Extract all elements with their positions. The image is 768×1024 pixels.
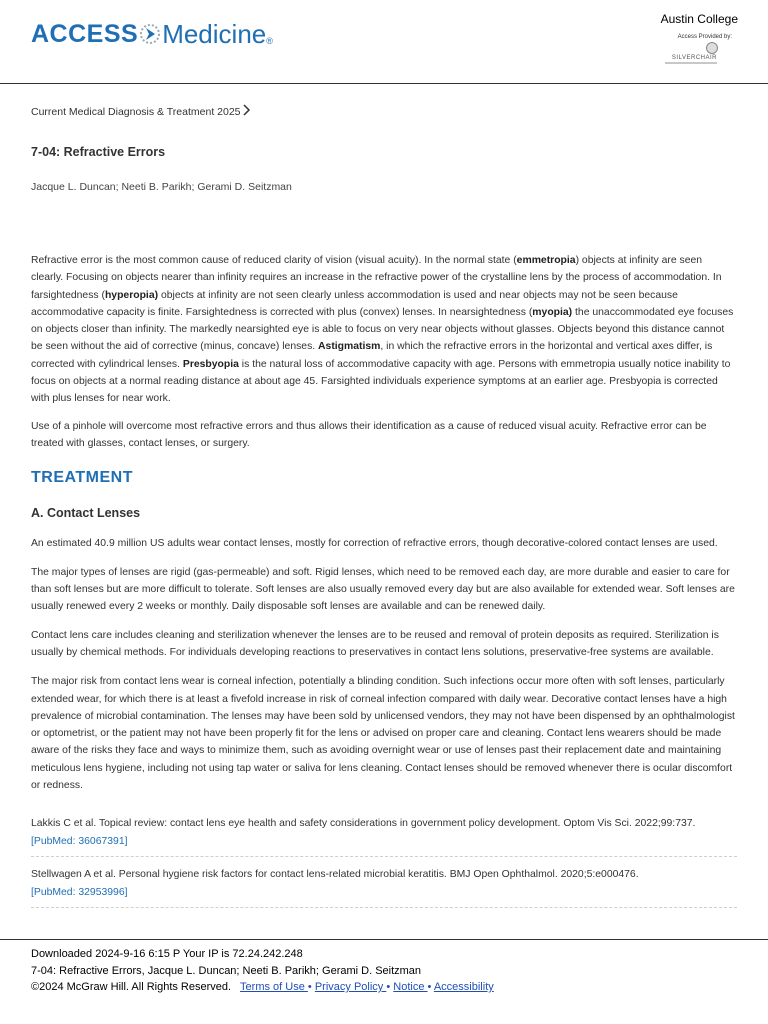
page-footer (0, 939, 768, 993)
term-emmetropia: emmetropia (516, 255, 576, 266)
footer-text (31, 946, 494, 996)
chapter-authors: Jacque L. Duncan; Neeti B. Parikh; Gerami D. Seitzman (31, 181, 292, 193)
intro-text: the unaccommodated eye focuses on objects closer than infinity. The markedly nearsighted eye is able to focus on very near objects without glasses. Objects beyond this distance cannot be seen without the aid of corrective (minus, concave) lenses. (31, 306, 734, 353)
logo-gear-arrow-icon (139, 21, 161, 47)
institution-block (661, 12, 738, 26)
pubmed-link[interactable]: [PubMed: 36067391] (31, 835, 128, 847)
page-header (0, 0, 768, 84)
intro-text: , in which the refractive errors in the horizontal and vertical axes differ, is corrected with cylindrical lenses. (31, 341, 713, 370)
term-astigmatism: Astigmatism (318, 341, 381, 353)
pubmed-link[interactable]: [PubMed: 32953996] (31, 886, 128, 898)
download-info: Downloaded 2024-9-16 6:15 P Your IP is 72.24.242.248 (31, 948, 303, 960)
treatment-paragraph: Contact lens care includes cleaning and sterilization whenever the lenses are to be reused and removal of protein deposits as required. Sterilization is usually by chemical methods. For individuals developing reactions to preservatives in contact lens solutions, preservative-free systems are available. (31, 630, 719, 659)
intro-section (31, 252, 737, 463)
term-myopia: myopia) (532, 306, 573, 318)
chapter-title: 7-04: Refractive Errors (31, 145, 166, 159)
intro-text: objects at infinity are not seen clearly unless accommodation is used and near objects may not be seen because accommodative capacity is finite. Farsightedness is corrected with plus (convex) lenses. In nearsightedness ( (31, 289, 678, 318)
intro-paragraph-1 (31, 252, 737, 408)
bullet-separator: • (307, 981, 312, 993)
privacy-policy-link[interactable]: Privacy Policy (314, 981, 387, 993)
notice-link[interactable]: Notice (393, 981, 428, 993)
contact-lenses-subheading: A. Contact Lenses (31, 506, 141, 520)
intro-text: ) objects at infinity are seen clearly. Focusing on objects nearer than infinity requires an increase in the refractive power of the crystalline lens by the process of accommodation. In farsightedness ( (31, 255, 722, 301)
logo-medicine-text: Medicine (162, 18, 267, 49)
reference-list (31, 815, 737, 917)
logo-registered-mark: ® (266, 36, 273, 46)
term-hyperopia: hyperopia) (104, 289, 159, 301)
citation-line: 7-04: Refractive Errors, Jacque L. Duncan; Neeti B. Parikh; Gerami D. Seitzman (31, 964, 422, 977)
silverchair-logo-icon (706, 42, 718, 54)
intro-text: Refractive error is the most common cause of reduced clarity of vision (visual acuity). In the normal state ( (31, 255, 517, 266)
treatment-body (31, 535, 737, 806)
reference-text: Stellwagen A et al. Personal hygiene risk factors for contact lens-related microbial keratitis. BMJ Open Ophthalmol. 2020;5:e000476. (31, 869, 639, 880)
copyright-text: ©2024 McGraw Hill. All Rights Reserved. (31, 981, 232, 993)
chevron-right-icon (243, 104, 251, 119)
treatment-paragraph: The major types of lenses are rigid (gas-permeable) and soft. Rigid lenses, which need to be removed each day, are more durable and easier to care for than soft lenses but are more difficult to tolerate. Soft lenses are also usually removed every day but are also available for extended wear. Soft lenses are usually renewed every 2 weeks or monthly. Daily disposable soft lenses are available and can be renewed daily. (31, 566, 735, 613)
intro-paragraph-2: Use of a pinhole will overcome most refractive errors and thus allows their identification as a cause of reduced visual acuity. Refractive error can be treated with glasses, contact lenses, or surgery. (31, 421, 707, 450)
term-presbyopia: Presbyopia (182, 358, 239, 370)
intro-text: is the natural loss of accommodative capacity with age. Persons with emmetropia usually notice inability to focus on objects at a normal reading distance at about age 45. Farsighted individuals experience symptoms at an earlier age. Presbyopia is corrected with plus lenses for near work. (31, 358, 731, 405)
logo-access-text: ACCESS (31, 19, 139, 48)
breadcrumb[interactable] (31, 104, 251, 119)
reference-item (31, 815, 737, 857)
breadcrumb-book-link[interactable]: Current Medical Diagnosis & Treatment 2025 (31, 105, 241, 118)
access-provided-label: Access Provided by: (677, 34, 732, 40)
treatment-paragraph: The major risk from contact lens wear is corneal infection, potentially a blinding condition. Such infections occur more often with soft lenses, particularly extended wear, for which there is at least a fivefold increase in risk of corneal infection compared with daily wear. Decorative contact lenses have a high prevalence of microbial contamination. The lenses may have been sold by unlicensed vendors, they may not have been dispensed by an ophthalmologist or optometrist, or the patient may not have been properly fit for the lens or advised on proper care and cleaning. Contact lens wearers should be made aware of the risks they face and ways to minimize them, such as avoiding overnight wear or use of lenses past their replacement date and maintaining meticulous lens hygiene, including not using tap water or saliva for lens cleaning. Contact lenses should be removed whenever there is ocular discomfort or redness. (31, 676, 735, 792)
reference-item (31, 866, 737, 908)
institution-name: Austin College (660, 12, 738, 26)
silverchair-name: SILVERCHAIR (671, 55, 717, 61)
treatment-heading: TREATMENT (31, 469, 133, 486)
accessmedicine-logo[interactable] (31, 14, 273, 54)
accessibility-link[interactable]: Accessibility (433, 981, 494, 993)
silverchair-tagline-bar (665, 62, 717, 64)
bullet-separator: • (386, 981, 391, 993)
footer-links-row (31, 979, 494, 996)
reference-text: Lakkis C et al. Topical review: contact lens eye health and safety considerations in government policy development. Optom Vis Sci. 2022;99:737. (31, 818, 696, 829)
treatment-paragraph: An estimated 40.9 million US adults wear contact lenses, mostly for correction of refractive errors, though decorative-colored contact lenses are used. (31, 538, 718, 549)
bullet-separator: • (427, 981, 432, 993)
terms-of-use-link[interactable]: Terms of Use (240, 981, 308, 993)
